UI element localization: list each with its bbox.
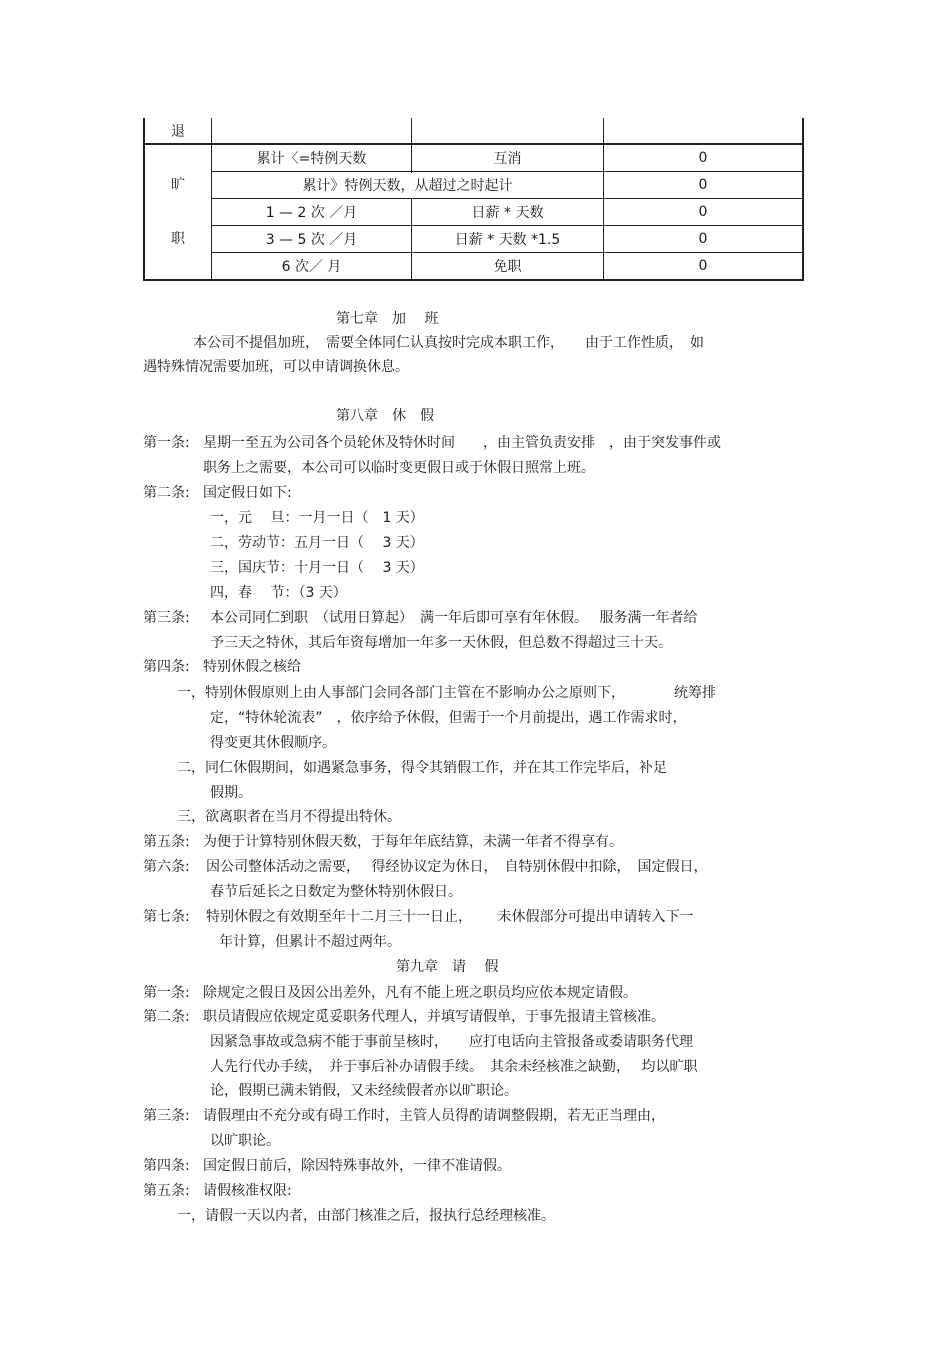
chapter-8-title: 第八章 休 假 [336, 408, 434, 424]
paragraph-line: 职务上之需要，本公司可以临时变更假日或于休假日照常上班。 [203, 460, 595, 476]
table-cell-condition: 1 — 2 次 ／月 [265, 205, 358, 221]
table-cell-action: 免职 [493, 259, 522, 275]
paragraph-line: 遇特殊情况需要加班，可以申请调换休息。 [143, 359, 409, 375]
paragraph-line: 请假核准权限: [203, 1183, 292, 1199]
paragraph-line: 特别休假之核给 [203, 659, 301, 675]
paragraph-line: 除规定之假日及因公出差外，凡有不能上班之职员均应依本规定请假。 [203, 985, 637, 1001]
paragraph-line: 二，同仁休假期间，如遇紧急事务，得令其销假工作，并在其工作完毕后，补足 [177, 760, 667, 776]
table-cell-action: 互消 [493, 151, 522, 167]
chapter-9-title: 第九章 请 假 [396, 959, 499, 975]
table-cell-value: 0 [698, 150, 708, 166]
paragraph-line: 三，欲离职者在当月不得提出特休。 [177, 809, 401, 825]
group-label-absent-2: 职 [171, 231, 185, 247]
paragraph-line: 以旷职论。 [210, 1133, 280, 1149]
paragraph-line: 本公司不提倡加班， 需要全体同仁认真按时完成本职工作， 由于工作性质， 如 [193, 335, 704, 351]
paragraph-line: 人先行代办手续， 并于事后补办请假手续。 其余未经核准之缺勤， 均以旷职 [210, 1059, 698, 1075]
paragraph-line: 为便于计算特别休假天数，于每年年底结算，未满一年者不得享有。 [203, 834, 623, 850]
table-cell-condition: 3 — 5 次 ／月 [265, 232, 358, 248]
article-label: 第六条: [143, 859, 190, 875]
paragraph-line: 本公司同仁到职 （试用日算起） 满一年后即可享有年休假。 服务满一年者给 [210, 610, 698, 626]
paragraph-line: 请假理由不充分或有碍工作时，主管人员得酌请调整假期，若无正当理由， [203, 1108, 665, 1124]
article-label: 第一条: [143, 985, 190, 1001]
article-label: 第二条: [143, 1009, 190, 1025]
paragraph-line: 一，请假一天以内者，由部门核准之后，报执行总经理核准。 [177, 1208, 555, 1224]
article-label: 第四条: [143, 1158, 190, 1174]
table-cell-value: 0 [698, 231, 708, 247]
article-label: 第五条: [143, 834, 190, 850]
table-cell-condition: 累计》特例天数，从超过之时起计 [302, 178, 513, 194]
article-label: 第二条: [143, 485, 190, 501]
paragraph-line: 予三天之特休，其后年资每增加一年多一天休假，但总数不得超过三十天。 [210, 635, 672, 651]
group-label-absent-1: 旷 [171, 177, 185, 193]
holiday-item: 四，春 节：（3 天） [210, 585, 347, 601]
article-label: 第七条: [143, 909, 190, 925]
table-border-bottom [143, 279, 804, 281]
table-cell-action: 日薪 * 天数 *1.5 [454, 232, 561, 248]
table-cell-value: 0 [698, 258, 708, 274]
holiday-item: 一，元 旦：一月一日（ 1 天） [210, 510, 424, 526]
holiday-item: 三，国庆节：十月一日（ 3 天） [210, 560, 424, 576]
paragraph-line: 春节后延长之日数定为整休特别休假日。 [210, 884, 462, 900]
article-label: 第三条: [143, 1108, 190, 1124]
paragraph-line: 论，假期已满未销假，又未经续假者亦以旷职论。 [210, 1083, 518, 1099]
paragraph-line: 因紧急事故或急病不能于事前呈核时， 应打电话向主管报备或委请职务代理 [210, 1034, 693, 1050]
row-label-retire: 退 [171, 123, 185, 140]
article-label: 第五条: [143, 1183, 190, 1199]
table-cell-value: 0 [698, 177, 708, 193]
table-cell-condition: 累计〈=特例天数 [256, 151, 367, 167]
table-cell-condition: 6 次／ 月 [281, 259, 342, 275]
article-label: 第三条: [143, 610, 190, 626]
paragraph-line: 一，特别休假原则上由人事部门会同各部门主管在不影响办公之原则下， 统筹排 [177, 685, 716, 701]
paragraph-line: 职员请假应依规定觅妥职务代理人，并填写请假单，于事先报请主管核准。 [203, 1009, 665, 1025]
paragraph-line: 得变更其休假顺序。 [210, 735, 336, 751]
article-label: 第一条: [143, 435, 190, 451]
table-cell-action: 日薪 * 天数 [471, 205, 544, 221]
paragraph-line: 因公司整体活动之需要， 得经协议定为休日， 自特别休假中扣除， 国定假日， [206, 859, 708, 875]
paragraph-line: 星期一至五为公司各个员轮休及特休时间 ，由主管负责安排 ，由于突发事件或 [203, 435, 721, 451]
table-cell-value: 0 [698, 204, 708, 220]
paragraph-line: 国定假日前后，除因特殊事故外，一律不准请假。 [203, 1158, 511, 1174]
paragraph-line: 国定假日如下: [203, 485, 292, 501]
paragraph-line: 定，“特休轮流表” ，依序给予休假，但需于一个月前提出，遇工作需求时， [210, 710, 687, 726]
paragraph-line: 年计算，但累计不超过两年。 [219, 934, 401, 950]
article-label: 第四条: [143, 659, 190, 675]
chapter-7-title: 第七章 加 班 [336, 311, 439, 327]
absence-penalty-table [143, 118, 805, 281]
paragraph-line: 假期。 [210, 785, 252, 801]
holiday-item: 二，劳动节：五月一日（ 3 天） [210, 535, 424, 551]
paragraph-line: 特别休假之有效期至年十二月三十一日止， 未休假部分可提出申请转入下一 [206, 909, 694, 925]
